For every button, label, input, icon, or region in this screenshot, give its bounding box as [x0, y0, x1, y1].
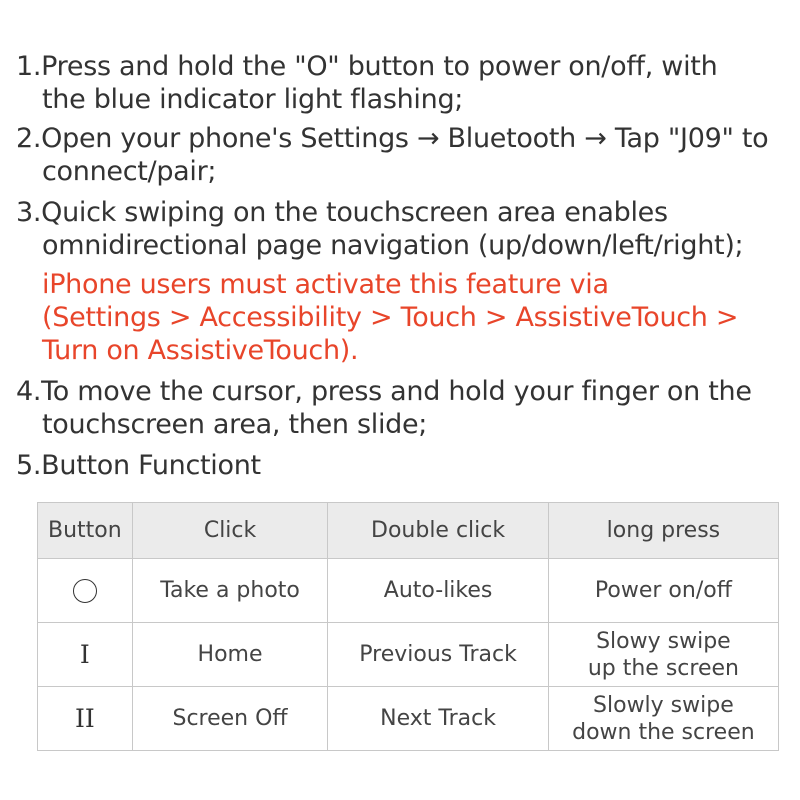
step-5: [16, 449, 791, 482]
long-press-cell: [548, 687, 778, 751]
button-symbol: II: [74, 704, 95, 733]
header-double-click: Double click: [328, 503, 548, 559]
long-press-text: Slowy swipe: [596, 628, 731, 654]
step-3: [16, 196, 791, 229]
step-text-line: Press and hold the "O" button to power on/off, with: [41, 51, 718, 82]
step-text-line: To move the cursor, press and hold your finger on the: [41, 376, 752, 407]
table-row: [38, 687, 779, 751]
iphone-note-line: iPhone users must activate this feature via: [42, 269, 609, 300]
long-press-text: down the screen: [572, 719, 755, 745]
double-click-cell: Auto-likes: [328, 559, 548, 623]
step-1: [16, 50, 791, 83]
click-cell: Home: [132, 623, 328, 687]
step-text-line: Open your phone's Settings → Bluetooth → Tap "J09" to: [41, 123, 769, 154]
long-press-text: Slowly swipe: [593, 692, 734, 718]
step-text-line: omnidirectional page navigation (up/down/left/right);: [42, 230, 744, 261]
double-click-cell: Previous Track: [328, 623, 548, 687]
step-4: [16, 375, 791, 408]
long-press-text: Power on/off: [594, 578, 732, 603]
header-click: Click: [132, 503, 328, 559]
table-row: [38, 623, 779, 687]
click-cell: Screen Off: [132, 687, 328, 751]
button-cell: [38, 687, 133, 751]
double-click-cell: Next Track: [328, 687, 548, 751]
button-cell: [38, 559, 133, 623]
header-button: Button: [38, 503, 133, 559]
step-number: 5.: [16, 450, 42, 481]
step-text-line: connect/pair;: [42, 156, 217, 187]
long-press-cell: [548, 559, 778, 623]
circle-button-icon: [73, 579, 97, 603]
step-2: [16, 122, 791, 155]
click-cell: Take a photo: [132, 559, 328, 623]
step-text-line: Button Functiont: [41, 450, 261, 481]
button-cell: [38, 623, 133, 687]
long-press-cell: [548, 623, 778, 687]
long-press-text: up the screen: [587, 655, 739, 681]
step-text-line: touchscreen area, then slide;: [42, 409, 428, 440]
step-number: 4.: [16, 376, 42, 407]
instructions: [16, 50, 791, 482]
iphone-note-line: Turn on AssistiveTouch).: [42, 335, 359, 366]
table-row: [38, 559, 779, 623]
button-function-table: [37, 502, 779, 751]
step-number: 1.: [16, 51, 42, 82]
iphone-note-line: (Settings > Accessibility > Touch > AssistiveTouch >: [42, 302, 739, 333]
step-text-line: the blue indicator light flashing;: [42, 84, 464, 115]
step-text-line: Quick swiping on the touchscreen area enables: [41, 197, 668, 228]
step-number: 3.: [16, 197, 42, 228]
step-number: 2.: [16, 123, 42, 154]
button-symbol: I: [79, 640, 90, 669]
table-header-row: [38, 503, 779, 559]
header-long-press: long press: [548, 503, 778, 559]
